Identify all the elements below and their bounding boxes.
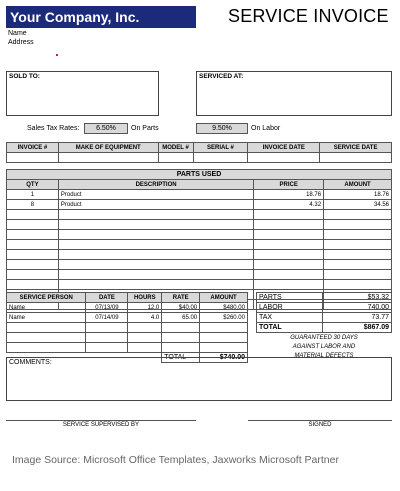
signed-signature-line[interactable] <box>248 420 392 421</box>
service-date-cell[interactable] <box>320 153 392 163</box>
description-cell[interactable]: Product <box>58 190 253 200</box>
summary-labor-value: 740.00 <box>322 303 391 313</box>
parts-used-table <box>6 169 392 310</box>
parts-tax-rate[interactable]: 6.50% <box>84 123 128 134</box>
qty-cell[interactable]: 1 <box>7 190 59 200</box>
make-of-equipment-cell[interactable] <box>58 153 158 163</box>
service-date-header: SERVICE DATE <box>320 143 392 153</box>
date-cell[interactable]: 07/14/09 <box>86 313 128 323</box>
service-person-cell[interactable]: Name <box>7 313 86 323</box>
summary-total-label: TOTAL <box>257 323 323 333</box>
labor-table <box>6 292 248 363</box>
image-source-caption: Image Source: Microsoft Office Templates, Jaxworks Microsoft Partner <box>12 454 339 466</box>
serial-number-cell[interactable] <box>193 153 248 163</box>
table-row[interactable] <box>7 230 392 240</box>
amount-cell[interactable]: 34.56 <box>324 200 392 210</box>
price-header: PRICE <box>254 180 324 190</box>
rate-cell[interactable]: $40.00 <box>162 303 200 313</box>
on-labor-label: On Labor <box>251 125 281 132</box>
on-parts-label: On Parts <box>131 125 159 132</box>
invoice-date-header: INVOICE DATE <box>248 143 320 153</box>
table-row[interactable] <box>7 220 392 230</box>
table-row[interactable] <box>7 200 392 210</box>
invoice-date-cell[interactable] <box>248 153 320 163</box>
guarantee-line: GUARANTEED 30 DAYS <box>290 335 358 341</box>
invoice-number-cell[interactable] <box>7 153 59 163</box>
make-of-equipment-header: MAKE OF EQUIPMENT <box>58 143 158 153</box>
signed-label: SIGNED <box>308 422 332 428</box>
comments-label: COMMENTS: <box>9 359 52 366</box>
rate-header: RATE <box>162 293 200 303</box>
labor-total-label: TOTAL <box>162 353 200 363</box>
supervised-by-label: SERVICE SUPERVISED BY <box>62 422 140 428</box>
table-row[interactable] <box>7 270 392 280</box>
guarantee-line: MATERIAL DEFECTS <box>294 353 354 359</box>
invoice-info-table <box>6 142 392 163</box>
table-row[interactable] <box>7 190 392 200</box>
labor-amount-header: AMOUNT <box>200 293 248 303</box>
labor-amount-cell[interactable]: $480.00 <box>200 303 248 313</box>
qty-cell[interactable]: 8 <box>7 200 59 210</box>
amount-header: AMOUNT <box>324 180 392 190</box>
comments-box[interactable] <box>6 357 392 401</box>
parts-used-title: PARTS USED <box>7 170 392 180</box>
table-row[interactable] <box>7 280 392 290</box>
table-row[interactable] <box>7 343 248 353</box>
hours-header: HOURS <box>128 293 162 303</box>
summary-parts-value: $53.32 <box>322 293 391 303</box>
rate-cell[interactable]: 65.00 <box>162 313 200 323</box>
name-label: Name <box>8 30 27 37</box>
table-row[interactable] <box>7 250 392 260</box>
labor-total-value: $740.00 <box>200 353 248 363</box>
model-number-cell[interactable] <box>158 153 193 163</box>
serviced-at-box[interactable] <box>196 71 392 116</box>
comment-marker <box>56 54 58 56</box>
tax-rates-label: Sales Tax Rates: <box>27 125 80 132</box>
date-header: DATE <box>86 293 128 303</box>
table-row[interactable] <box>7 313 248 323</box>
summary-labor-label: LABOR <box>257 303 323 313</box>
model-number-header: MODEL # <box>158 143 193 153</box>
summary-total-value: $867.09 <box>322 323 391 333</box>
qty-header: QTY <box>7 180 59 190</box>
date-cell[interactable]: 07/13/09 <box>86 303 128 313</box>
table-row[interactable] <box>7 240 392 250</box>
table-row[interactable] <box>7 210 392 220</box>
table-row[interactable] <box>7 333 248 343</box>
table-row[interactable] <box>7 303 248 313</box>
serial-number-header: SERIAL # <box>193 143 248 153</box>
address-label: Address <box>8 39 34 46</box>
summary-tax-label: TAX <box>257 313 323 323</box>
description-header: DESCRIPTION <box>58 180 253 190</box>
labor-amount-cell[interactable]: $260.00 <box>200 313 248 323</box>
summary-table <box>256 292 392 333</box>
service-person-header: SERVICE PERSON <box>7 293 86 303</box>
description-cell[interactable]: Product <box>58 200 253 210</box>
summary-tax-value: 73.77 <box>322 313 391 323</box>
serviced-at-label: SERVICED AT: <box>199 73 244 80</box>
invoice-info-row[interactable] <box>7 153 392 163</box>
amount-cell[interactable]: 18.76 <box>324 190 392 200</box>
invoice-title: SERVICE INVOICE <box>228 6 389 26</box>
guarantee-line: AGAINST LABOR AND <box>292 344 356 350</box>
labor-tax-rate[interactable]: 9.50% <box>196 123 248 134</box>
invoice-number-header: INVOICE # <box>7 143 59 153</box>
table-row[interactable] <box>7 323 248 333</box>
hours-cell[interactable]: 12.0 <box>128 303 162 313</box>
sold-to-label: SOLD TO: <box>9 73 40 80</box>
summary-parts-label: PARTS <box>257 293 323 303</box>
table-row[interactable] <box>7 260 392 270</box>
supervised-signature-line[interactable] <box>6 420 196 421</box>
price-cell[interactable]: 18.76 <box>254 190 324 200</box>
price-cell[interactable]: 4.32 <box>254 200 324 210</box>
company-name: Your Company, Inc. <box>6 6 196 28</box>
hours-cell[interactable]: 4.0 <box>128 313 162 323</box>
sold-to-box[interactable] <box>6 71 159 116</box>
service-person-cell[interactable]: Name <box>7 303 86 313</box>
